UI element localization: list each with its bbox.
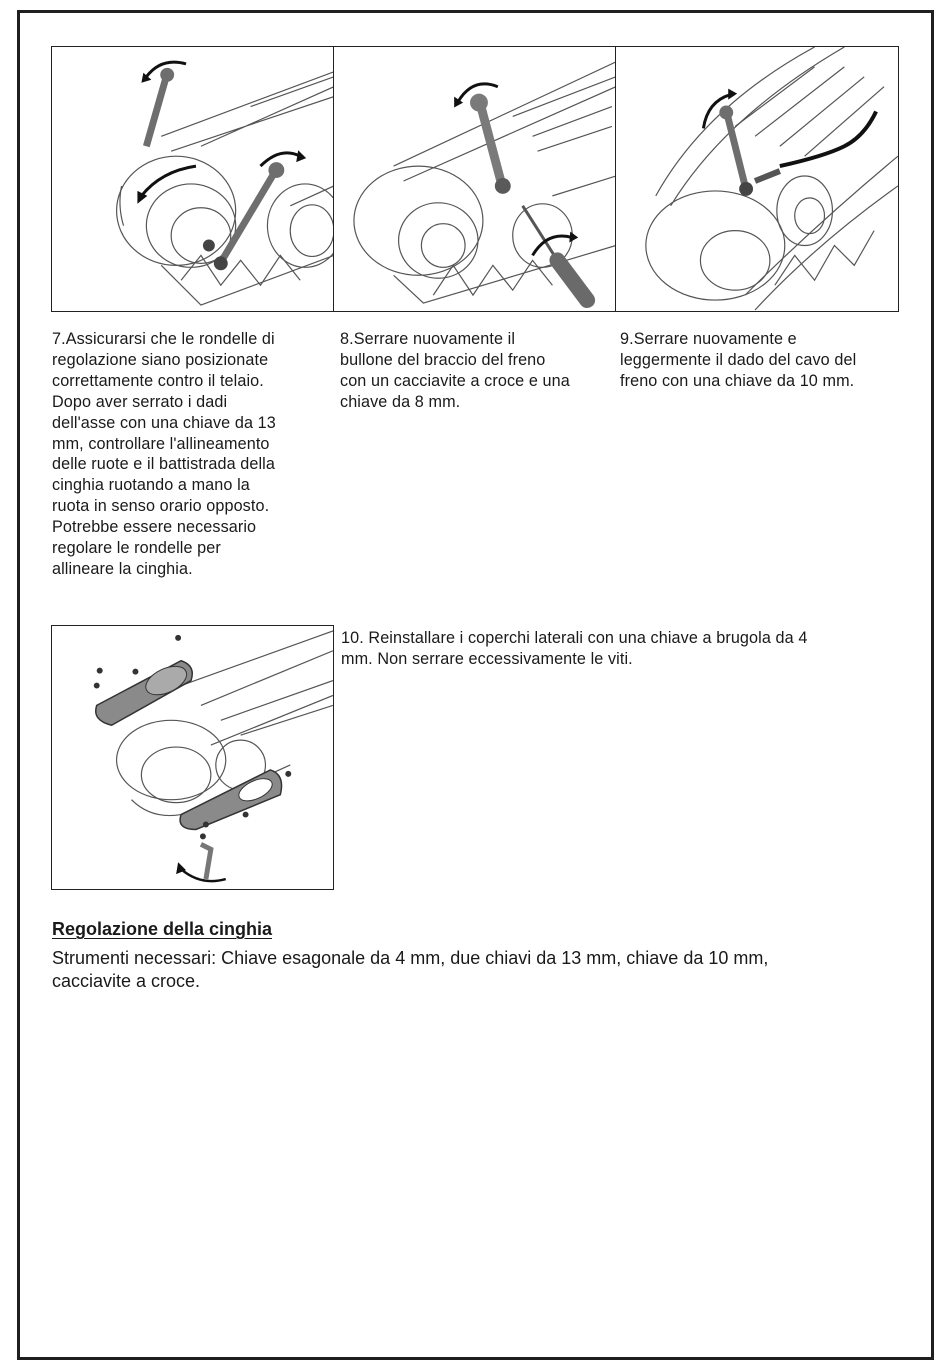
figure-step-8 [333, 46, 617, 312]
tools-required-text [52, 947, 912, 993]
text-line: 10. Reinstallare i coperchi laterali con una chiave a brugola da 4 [341, 629, 808, 647]
text-line: regolare le rondelle per [52, 539, 221, 558]
screwdriver-icon [523, 206, 588, 300]
text-line: 8.Serrare nuovamente il [340, 330, 516, 348]
text-line: cacciavite a croce. [52, 971, 201, 991]
figure-step-7 [51, 46, 335, 312]
brake-cable-icon [780, 112, 876, 167]
brake-arm-wrench-screwdriver-illustration [334, 47, 616, 311]
text-line: cinghia ruotando a mano la [52, 476, 250, 495]
text-line: correttamente contro il telaio. [52, 371, 264, 390]
text-line: mm. Non serrare eccessivamente le viti. [341, 649, 633, 668]
text-line: Dopo aver serrato i dadi [52, 392, 228, 411]
text-line: allineare la cinghia. [52, 559, 193, 578]
text-line: delle ruote e il battistrada della [52, 455, 275, 474]
figure-step-9 [615, 46, 899, 312]
section-heading: Regolazione della cinghia [52, 919, 273, 939]
text-line: dell'asse con una chiave da 13 [52, 413, 276, 432]
text-line: chiave da 8 mm. [340, 392, 461, 411]
text-line: regolazione siano posizionate [52, 350, 269, 369]
hex-key-icon [201, 844, 211, 879]
step-8-text [340, 329, 620, 413]
scooter-axle-wrenches-illustration [52, 47, 334, 311]
text-line: leggermente il dado del cavo del [620, 350, 857, 369]
figure-step-10 [51, 625, 334, 890]
step-7-text [52, 329, 332, 580]
step-10-text [341, 628, 911, 670]
step-9-text [620, 329, 910, 392]
text-line: 9.Serrare nuovamente e [620, 330, 797, 348]
text-line: ruota in senso orario opposto. [52, 497, 270, 516]
wrench-icon [470, 94, 511, 194]
text-line: Strumenti necessari: Chiave esagonale da 4 mm, due chiavi da 13 mm, chiave da 10 mm, [52, 948, 769, 968]
brake-cable-wrench-illustration [616, 47, 898, 311]
text-line: 7.Assicurarsi che le rondelle di [52, 330, 275, 348]
text-line: bullone del braccio del freno [340, 350, 546, 369]
text-line: Potrebbe essere necessario [52, 518, 257, 537]
text-line: freno con una chiave da 10 mm. [620, 371, 855, 390]
side-cover-icon [96, 661, 282, 830]
text-line: con un cacciavite a croce e una [340, 371, 570, 390]
text-line: mm, controllare l'allineamento [52, 434, 270, 453]
side-cover-hex-key-illustration [52, 626, 333, 889]
wrench-icon [719, 106, 780, 196]
